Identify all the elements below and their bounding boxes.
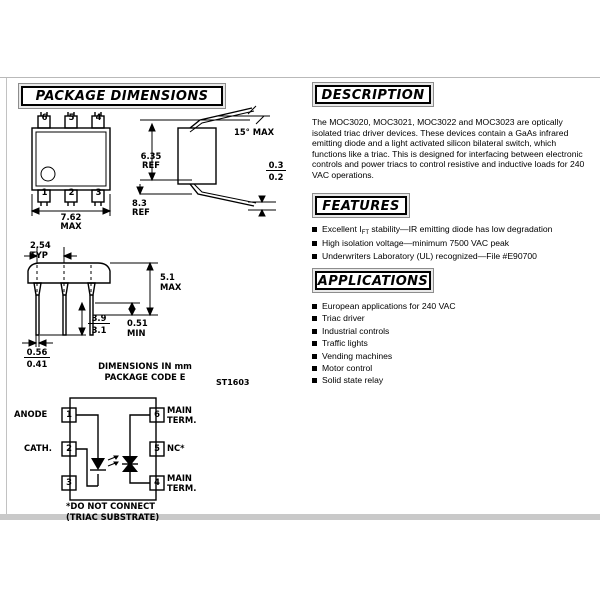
list-item [312, 238, 594, 249]
section-title-text: PACKAGE DIMENSIONS [21, 86, 223, 106]
dimension-body-width-qualifier: MAX [60, 221, 82, 231]
dimension-lead-angle: 15° MAX [234, 127, 275, 137]
list-item-label: Triac driver [322, 313, 365, 324]
dimension-body-height: 5.1 [160, 272, 175, 282]
top-divider-rule [0, 77, 600, 78]
dimension-body-width: 7.62 [60, 212, 82, 222]
schematic-pin1-number: 1 [66, 409, 72, 419]
section-header-features [312, 193, 410, 218]
dimension-lead-thickness-max: 0.3 [266, 161, 286, 171]
list-item-label: Solid state relay [322, 375, 384, 386]
schematic-pin4-label-line2: TERM. [167, 483, 197, 493]
package-side-view-drawing [130, 106, 290, 218]
pin-number-2: 2 [68, 187, 75, 197]
list-item [312, 375, 594, 386]
schematic-pin5-label: NC* [167, 443, 185, 453]
bullet-square-icon [312, 366, 317, 371]
section-title-text: APPLICATIONS [315, 271, 431, 290]
dimension-lead-pitch-qualifier: TYP [30, 250, 48, 260]
list-item-label: Underwriters Laboratory (UL) recognized—File #E90700 [322, 250, 537, 261]
dimension-lead-length-min: 3.1 [91, 325, 107, 335]
list-item-label: Motor control [322, 362, 373, 373]
applications-list [312, 301, 594, 388]
list-item [312, 224, 594, 237]
section-title-text: DESCRIPTION [315, 85, 431, 104]
schematic-pin6-number: 6 [154, 409, 160, 419]
section-title-text: FEATURES [315, 196, 407, 215]
list-item [312, 326, 594, 337]
list-item [312, 301, 594, 312]
dimension-lead-width-min: 0.41 [26, 359, 48, 369]
bullet-square-icon [312, 316, 317, 321]
schematic-pin5-number: 5 [154, 443, 160, 453]
schematic-pin1-label: ANODE [14, 409, 48, 419]
pin-number-5: 5 [68, 112, 75, 122]
schematic-footnote-line2: (TRIAC SUBSTRATE) [66, 512, 160, 522]
package-code-note: PACKAGE CODE E [104, 372, 186, 382]
pin-number-3: 3 [95, 187, 102, 197]
schematic-footnote-line1: *DO NOT CONNECT [66, 501, 155, 511]
dimension-lead-length-max: 3.9 [88, 314, 110, 324]
package-top-view-drawing [18, 112, 138, 231]
list-item-label: Excellent $I_{FT}$ stability—IR emitting diode has low degradation [322, 224, 553, 236]
schematic-pin2-number: 2 [66, 443, 72, 453]
schematic-pin2-label: CATH. [24, 443, 52, 453]
bullet-square-icon [312, 329, 317, 334]
bullet-square-icon [312, 378, 317, 383]
package-lead-profile-drawing [20, 240, 220, 382]
features-list [312, 224, 594, 263]
dimension-lead-thickness-min: 0.2 [268, 172, 284, 182]
schematic-pin4-number: 4 [154, 477, 160, 487]
dimension-seating-plane-qualifier: MIN [127, 328, 146, 338]
list-item [312, 363, 594, 374]
dimension-side-height: 6.35 [140, 151, 162, 161]
dimension-side-height-qualifier: REF [142, 160, 160, 170]
list-item-label: High isolation voltage—minimum 7500 VAC peak [322, 238, 510, 249]
bullet-square-icon [312, 241, 317, 246]
list-item-label: Traffic lights [322, 338, 368, 349]
drawing-reference-code: ST1603 [216, 378, 250, 387]
dimension-side-span-qualifier: REF [132, 207, 150, 217]
dimension-lead-width-max: 0.56 [24, 348, 50, 358]
list-item-label: European applications for 240 VAC [322, 301, 456, 311]
list-item-label: Industrial controls [322, 325, 390, 336]
bullet-square-icon [312, 254, 317, 259]
list-item [312, 351, 594, 362]
list-item [312, 313, 594, 324]
bullet-square-icon [312, 341, 317, 346]
left-margin-rule [6, 78, 7, 515]
dimension-lead-pitch: 2.54 [30, 240, 51, 250]
list-item-label: Vending machines [322, 350, 393, 361]
dimensions-unit-note: DIMENSIONS IN mm [98, 361, 192, 371]
dimension-seating-plane: 0.51 [127, 318, 148, 328]
pin-number-6: 6 [41, 112, 48, 122]
schematic-pinout-drawing [14, 398, 197, 522]
section-header-applications [312, 268, 434, 293]
list-item [312, 251, 594, 262]
bullet-square-icon [312, 227, 317, 232]
pin-number-4: 4 [95, 112, 102, 122]
bullet-square-icon [312, 354, 317, 359]
pin-number-1: 1 [41, 187, 48, 197]
schematic-pin3-number: 3 [66, 477, 72, 487]
dimension-body-height-qualifier: MAX [160, 282, 182, 292]
bullet-square-icon [312, 304, 317, 309]
description-body-text: The MOC3020, MOC3021, MOC3022 and MOC3023 are optically isolated triac driver devices. These devices contain a GaAs infrared emitting diode and a light activated silicon bilateral switch, which functions like a triac. This is designed for interfacing between electronic controls and power triacs to control resistive and inductive loads for 240 VAC operations. [312, 117, 585, 180]
section-header-description [312, 82, 434, 107]
list-item [312, 338, 594, 349]
schematic-pin6-label-line2: TERM. [167, 415, 197, 425]
dimension-side-span: 8.3 [132, 198, 147, 208]
schematic-pin6-label-line1: MAIN [167, 405, 192, 415]
schematic-pin4-label-line1: MAIN [167, 473, 192, 483]
